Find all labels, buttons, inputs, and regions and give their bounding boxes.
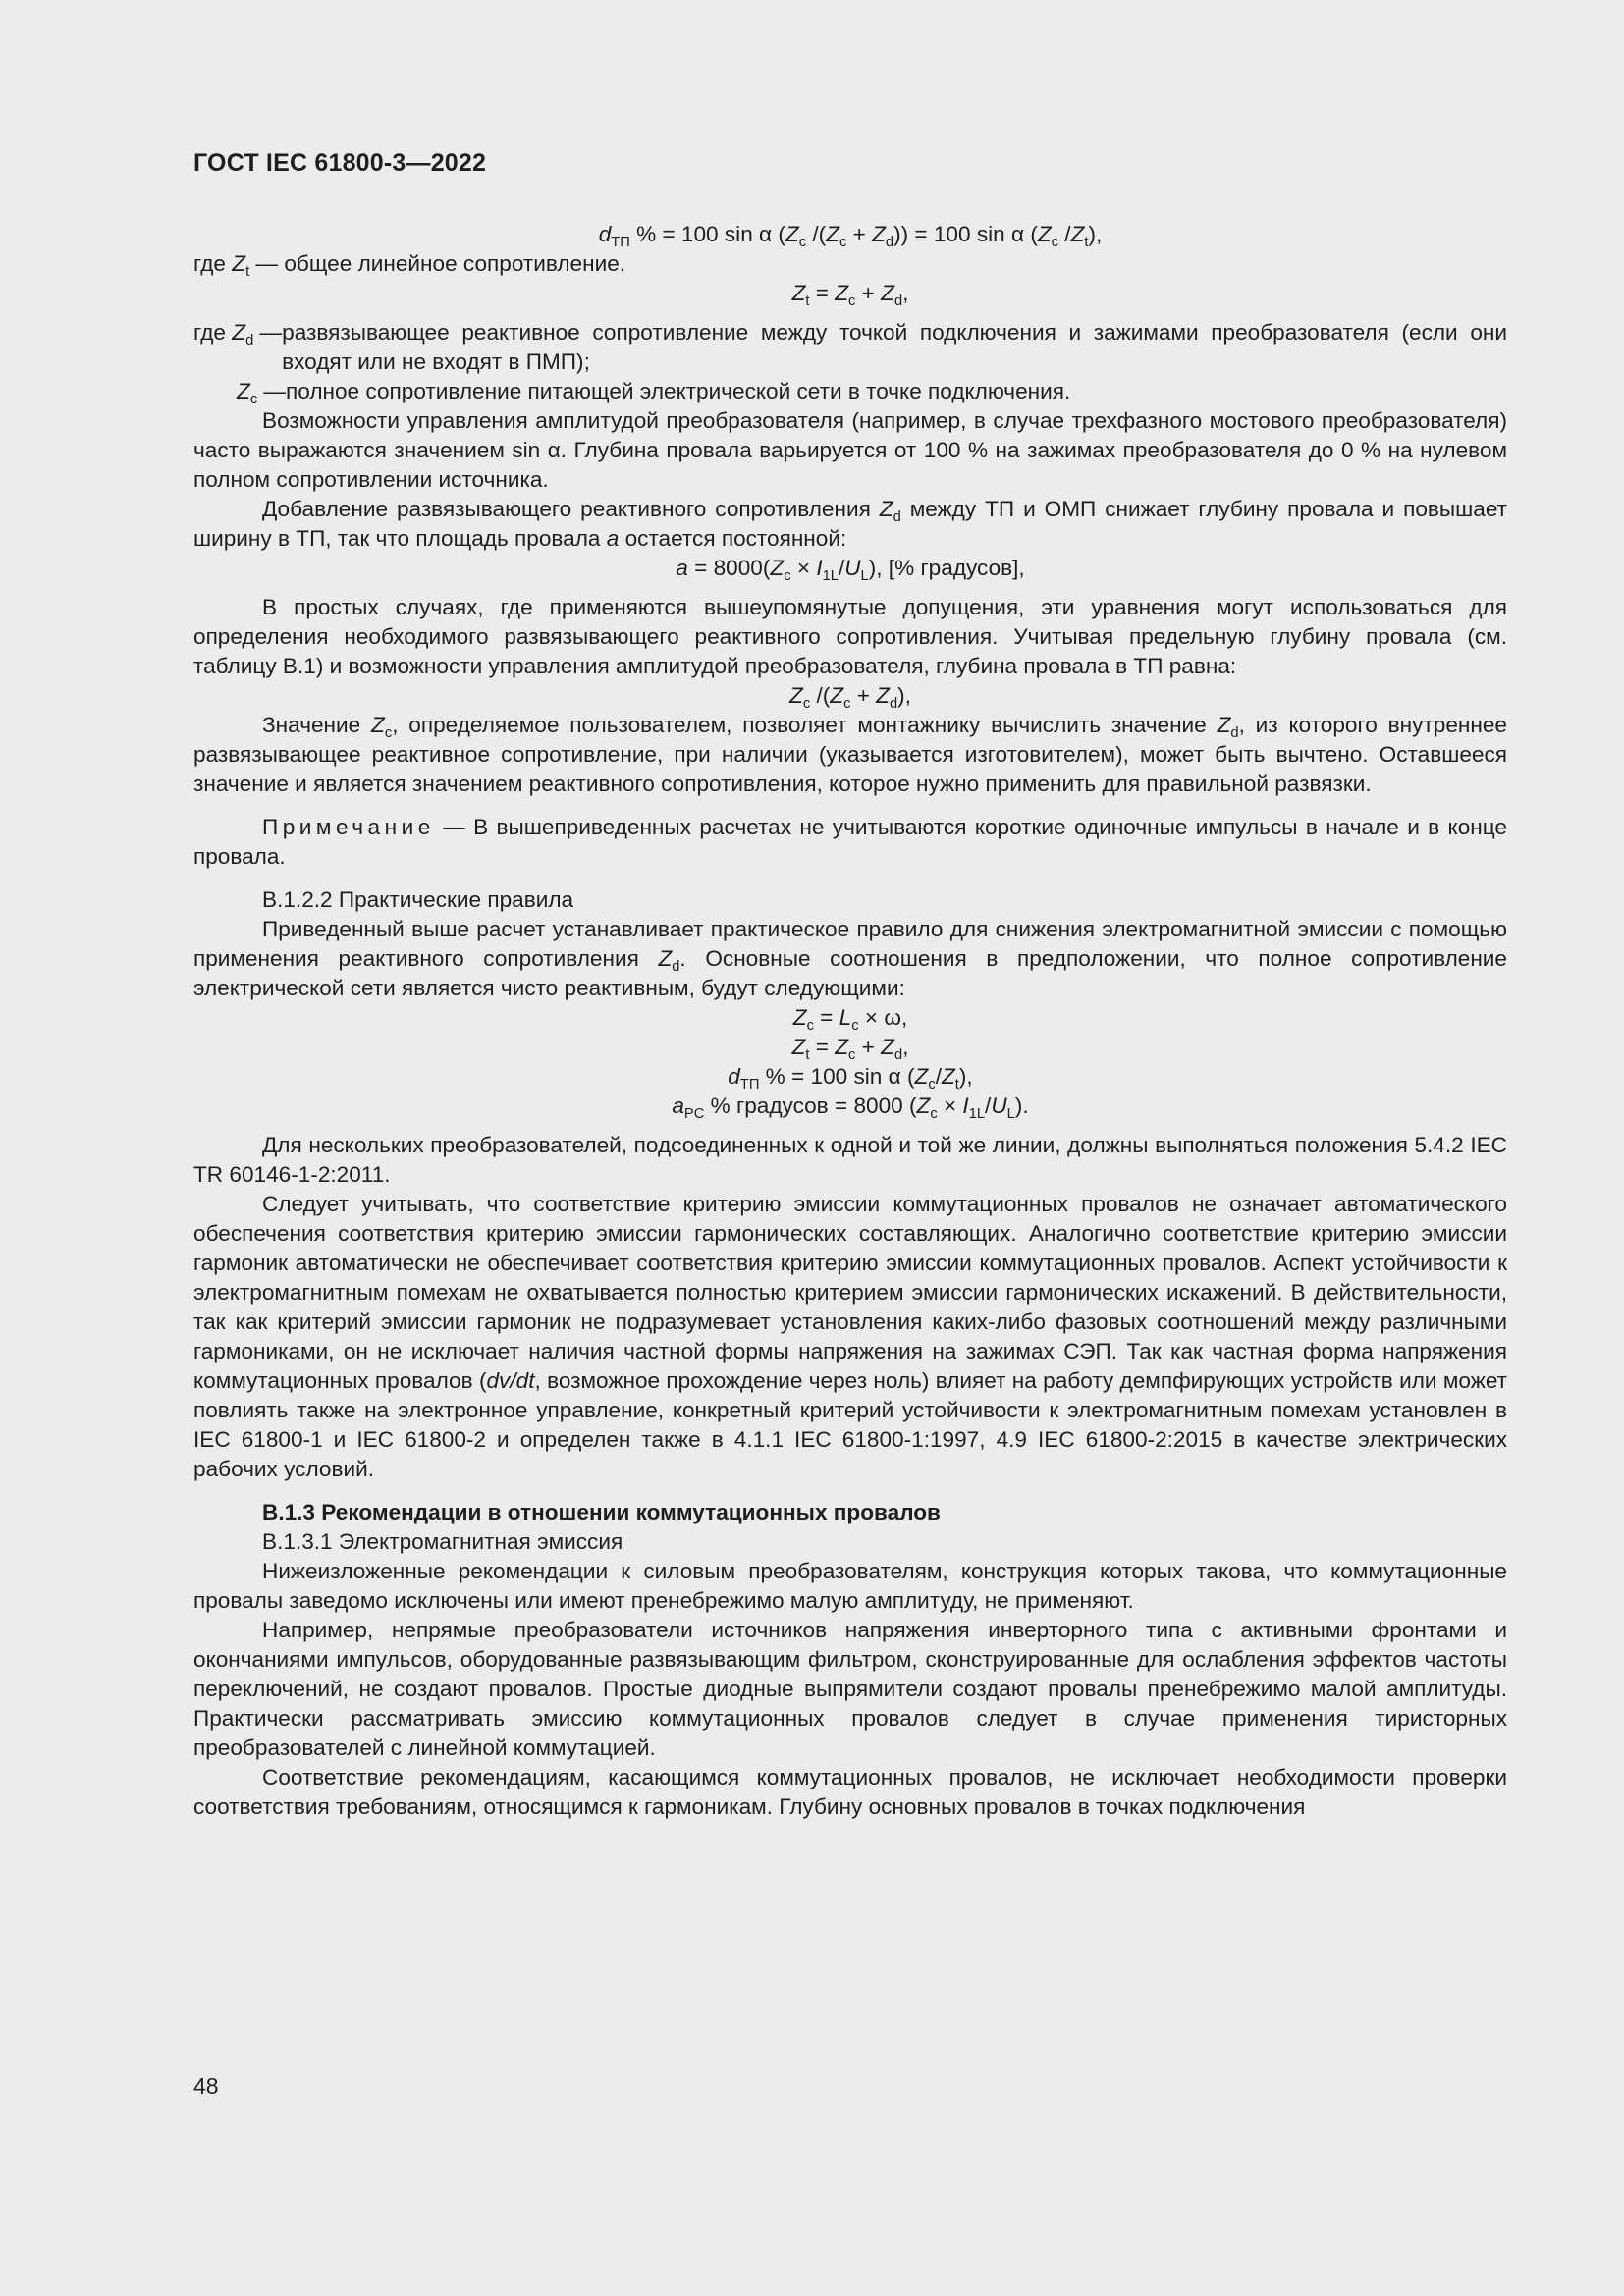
definition-zd: где $Z_d$ — развязывающее реактивное сопротивление между точкой подключения и зажимами преобразователя (если они входят или не входят в ПМП); bbox=[193, 320, 1507, 374]
page-number: 48 bbox=[193, 2073, 219, 2099]
paragraph: Возможности управления амплитудой преобразователя (например, в случае трехфазного мостового преобразователя) часто выражаются значением sin α. Глубина провала варьируется от 100 % на зажимах преобразователя до 0 % на нулевом полном сопротивлении источника. bbox=[193, 408, 1507, 492]
paragraph: В простых случаях, где применяются вышеупомянутые допущения, эти уравнения могут использоваться для определения необходимого развязывающего реактивного сопротивления. Учитывая предельную глубину провала (см. таблицу B.1) и возможности управления амплитудой преобразователя, глубина провала в ТП равна: bbox=[193, 595, 1507, 678]
equation-dip-area: $a = 8000(Z_c \times I_{1L}/U_L)$, [% градусов], bbox=[676, 556, 1025, 584]
standard-id-header: ГОСТ IEC 61800-3—2022 bbox=[193, 149, 487, 177]
equation-zt: $Z_t = Z_c + Z_d$, bbox=[791, 281, 909, 309]
equation-zc: $Z_c = L_c \times \omega$, bbox=[792, 1005, 908, 1034]
subsection-heading-b131: B.1.3.1 Электромагнитная эмиссия bbox=[262, 1529, 623, 1554]
zt-definition: где $Z_t$ — общее линейное сопротивление. bbox=[193, 251, 626, 280]
document-body bbox=[193, 220, 1507, 1822]
paragraph: Для нескольких преобразователей, подсоединенных к одной и той же линии, должны выполняться положения 5.4.2 IEC TR 60146-1-2:2011. bbox=[193, 1133, 1507, 1187]
equation-dip-depth: $d_{ТП}$ % = 100 sin α ($Z_c$ $/(Z_c + Z_d)) = 100$ sin α ($Z_c$ $/Z_t$), bbox=[598, 222, 1103, 250]
equation-ratio: $Z_c$ $/(Z_c + Z_d)$, bbox=[789, 683, 911, 712]
note-label: Примечание bbox=[262, 815, 435, 839]
definition-zc: $Z_c$ — полное сопротивление питающей электрической сети в точке подключения. bbox=[237, 379, 1071, 407]
section-heading-b13: B.1.3 Рекомендации в отношении коммутационных провалов bbox=[262, 1500, 941, 1524]
paragraph: Следует учитывать, что соответствие критерию эмиссии коммутационных провалов не означает автоматического обеспечения соответствия критерию эмиссии гармонических составляющих. Аналогично соответствие критерию эмиссии гармоник автоматически не обеспечивает соответствия критерию эмиссии коммутационных провалов. Аспект устойчивости к электромагнитным помехам не охватывается полностью критерием эмиссии гармонических искажений. В действительности, так как критерий эмиссии гармоник не подразумевает установления каких-либо фазовых соотношений между различными гармониками, он не исключает наличия частной формы напряжения на зажимах СЭП. Так как частная форма напряжения коммутационных провалов (dv/dt, возможное прохождение через ноль) влияет на работу демпфирующих устройств или может повлиять также на электронное управление, конкретный критерий устойчивости к электромагнитным помехам установлен в IEC 61800-1 и IEC 61800-2 и определен также в 4.1.1 IEC 61800-1:1997, 4.9 IEC 61800-2:2015 в качестве электрических рабочих условий. bbox=[193, 1192, 1507, 1481]
note: Примечание — В вышеприведенных расчетах не учитываются короткие одиночные импульсы в начале и в конце провала. bbox=[193, 815, 1507, 869]
equation-dip-depth-short: $d_{ТП}$ % = 100 sin α $(Z_c/Z_t)$, bbox=[728, 1064, 973, 1093]
paragraph: Добавление развязывающего реактивного сопротивления $Z_d$ между ТП и ОМП снижает глубину провала и повышает ширину в ТП, так что площадь провала a остается постоянной: bbox=[193, 497, 1507, 551]
paragraph: Значение $Z_c$, определяемое пользователем, позволяет монтажнику вычислить значение $Z_d$, из которого внутреннее развязывающее реактивное сопротивление, при наличии (указывается изготовителем), может быть вычтено. Оставшееся значение и является значением реактивного сопротивления, которое нужно применить для правильной развязки. bbox=[193, 713, 1507, 796]
paragraph: Соответствие рекомендациям, касающимся коммутационных провалов, не исключает необходимости проверки соответствия требованиям, относящимся к гармоникам. Глубину основных провалов в точках подключения bbox=[193, 1765, 1507, 1819]
equation-zt: $Z_t = Z_c + Z_d$, bbox=[791, 1035, 909, 1063]
equation-apc: $a_{PC}$ % градусов = 8000 $(Z_c \times I_{1L}/U_L)$. bbox=[672, 1094, 1029, 1122]
paragraph: Приведенный выше расчет устанавливает практическое правило для снижения электромагнитной эмиссии с помощью применения реактивного сопротивления $Z_d$. Основные соотношения в предположении, что полное сопротивление электрической сети является чисто реактивным, будут следующими: bbox=[193, 917, 1507, 1000]
paragraph: Нижеизложенные рекомендации к силовым преобразователям, конструкция которых такова, что коммутационные провалы заведомо исключены или имеют пренебрежимо малую амплитуду, не применяют. bbox=[193, 1559, 1507, 1613]
subsection-heading-b122: B.1.2.2 Практические правила bbox=[262, 887, 574, 912]
paragraph: Например, непрямые преобразователи источников напряжения инверторного типа с активными фронтами и окончаниями импульсов, оборудованные развязывающим фильтром, сконструированные для ослабления эффектов частоты переключений, не создают провалов. Простые диодные выпрямители создают провалы пренебрежимо малой амплитуды. Практически рассматривать эмиссию коммутационных провалов следует в случае применения тиристорных преобразователей с линейной коммутацией. bbox=[193, 1618, 1507, 1760]
